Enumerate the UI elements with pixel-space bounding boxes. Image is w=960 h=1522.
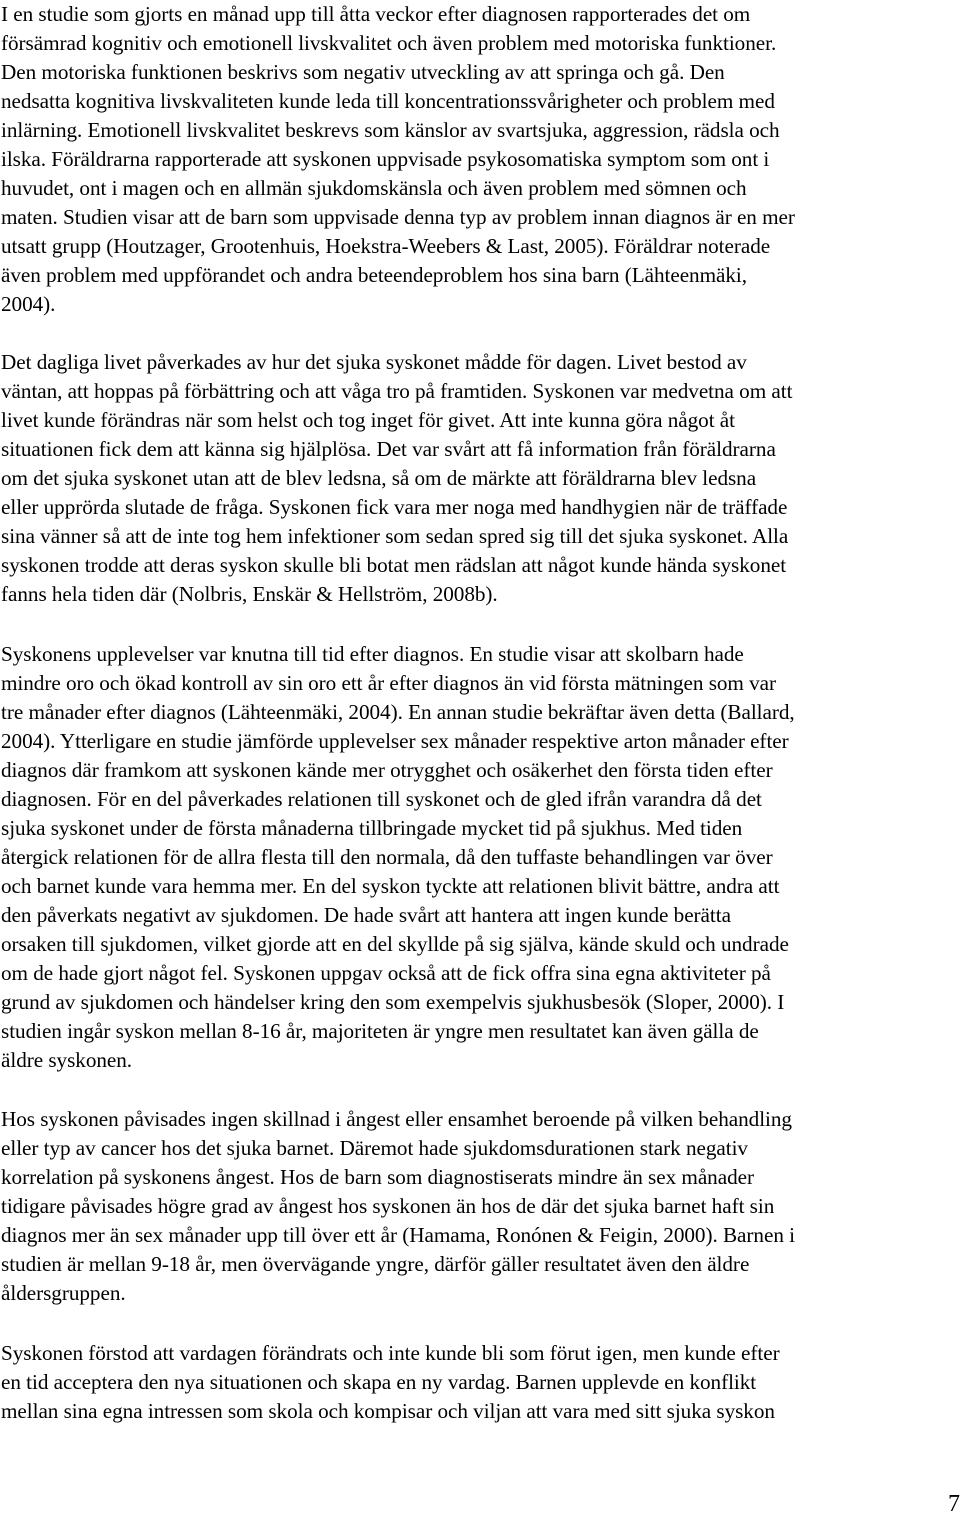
text-line: 2004). Ytterligare en studie jämförde upplevelser sex månader respektive arton månader efter bbox=[1, 729, 789, 753]
text-line: orsaken till sjukdomen, vilket gjorde att en del skyllde på sig själva, kände skuld och undrade bbox=[1, 932, 789, 956]
text-line: Syskonen förstod att vardagen förändrats och inte kunde bli som förut igen, men kunde efter bbox=[1, 1341, 780, 1365]
text-line: tidigare påvisades högre grad av ångest hos syskonen än hos de där det sjuka barnet haft sin bbox=[1, 1194, 775, 1218]
text-line: en tid acceptera den nya situationen och skapa en ny vardag. Barnen upplevde en konflikt bbox=[1, 1370, 757, 1394]
text-line: Hos syskonen påvisades ingen skillnad i ångest eller ensamhet beroende på vilken behandling bbox=[1, 1107, 792, 1131]
text-line: livet kunde förändras när som helst och tog inget för givet. Att inte kunna göra något åt bbox=[1, 408, 735, 432]
text-line: huvudet, ont i magen och en allmän sjukdomskänsla och även problem med sömnen och bbox=[1, 176, 747, 200]
paragraph-5 bbox=[1, 1339, 959, 1426]
text-line: åldersgruppen. bbox=[1, 1281, 126, 1305]
text-line: om det sjuka syskonet utan att de blev ledsna, så om de märkte att föräldrarna blev ledsna bbox=[1, 466, 757, 490]
text-line: mindre oro och ökad kontroll av sin oro ett år efter diagnos än vid första mätningen som var bbox=[1, 671, 777, 695]
text-line: syskonen trodde att deras syskon skulle bli botat men rädslan att något kunde hända syskonet bbox=[1, 553, 787, 577]
text-line: Den motoriska funktionen beskrivs som negativ utveckling av att springa och gå. Den bbox=[1, 60, 725, 84]
text-line: korrelation på syskonens ångest. Hos de barn som diagnostiserats mindre än sex månader bbox=[1, 1165, 754, 1189]
text-line: även problem med uppförandet och andra beteendeproblem hos sina barn (Lähteenmäki, bbox=[1, 263, 748, 287]
text-line: 2004). bbox=[1, 292, 56, 316]
text-line: Det dagliga livet påverkades av hur det sjuka syskonet mådde för dagen. Livet bestod av bbox=[1, 350, 747, 374]
text-line: diagnos där framkom att syskonen kände mer otrygghet och osäkerhet den första tiden efter bbox=[1, 758, 773, 782]
text-line: diagnos mer än sex månader upp till över ett år (Hamama, Ronónen & Feigin, 2000). Barnen i bbox=[1, 1223, 795, 1247]
text-line: den påverkats negativt av sjukdomen. De hade svårt att hantera att ingen kunde berätta bbox=[1, 903, 731, 927]
text-line: eller upprörda slutade de fråga. Syskonen fick vara mer noga med handhygien när de träffade bbox=[1, 495, 788, 519]
text-line: eller typ av cancer hos det sjuka barnet. Däremot hade sjukdomsdurationen stark negativ bbox=[1, 1136, 748, 1160]
text-line: tre månader efter diagnos (Lähteenmäki, 2004). En annan studie bekräftar även detta (Ballard, bbox=[1, 700, 795, 724]
text-line: om de hade gjort något fel. Syskonen uppgav också att de fick offra sina egna aktiviteter på bbox=[1, 961, 771, 985]
text-line: diagnosen. För en del påverkades relationen till syskonet och de gled ifrån varandra då det bbox=[1, 787, 762, 811]
paragraph-3 bbox=[1, 640, 959, 1075]
text-line: fanns hela tiden där (Nolbris, Enskär & Hellström, 2008b). bbox=[1, 582, 498, 606]
text-line: återgick relationen för de allra flesta till den normala, då den tuffaste behandlingen var över bbox=[1, 845, 773, 869]
text-line: inlärning. Emotionell livskvalitet beskrevs som känslor av svartsjuka, aggression, rädsla och bbox=[1, 118, 780, 142]
text-line: försämrad kognitiv och emotionell livskvalitet och även problem med motoriska funktioner. bbox=[1, 31, 777, 55]
text-line: väntan, att hoppas på förbättring och att våga tro på framtiden. Syskonen var medvetna om att bbox=[1, 379, 793, 403]
text-line: Syskonens upplevelser var knutna till tid efter diagnos. En studie visar att skolbarn hade bbox=[1, 642, 744, 666]
text-line: situationen fick dem att känna sig hjälplösa. Det var svårt att få information från föräldrarna bbox=[1, 437, 776, 461]
text-line: studien ingår syskon mellan 8-16 år, majoriteten är yngre men resultatet kan även gälla de bbox=[1, 1019, 759, 1043]
paragraph-4 bbox=[1, 1105, 959, 1308]
text-line: studien är mellan 9-18 år, men övervägande yngre, därför gäller resultatet även den äldre bbox=[1, 1252, 750, 1276]
text-line: ilska. Föräldrarna rapporterade att syskonen uppvisade psykosomatiska symptom som ont i bbox=[1, 147, 770, 171]
paragraph-2 bbox=[1, 348, 959, 609]
text-line: maten. Studien visar att de barn som uppvisade denna typ av problem innan diagnos är en mer bbox=[1, 205, 795, 229]
page-number: 7 bbox=[948, 1491, 960, 1517]
text-line: sina vänner så att de inte tog hem infektioner som sedan spred sig till det sjuka syskonet. Alla bbox=[1, 524, 789, 548]
text-line: äldre syskonen. bbox=[1, 1048, 133, 1072]
text-line: grund av sjukdomen och händelser kring den som exempelvis sjukhusbesök (Sloper, 2000). I bbox=[1, 990, 785, 1014]
text-line: och barnet kunde vara hemma mer. En del syskon tyckte att relationen blivit bättre, andra att bbox=[1, 874, 780, 898]
text-line: utsatt grupp (Houtzager, Grootenhuis, Hoekstra-Weebers & Last, 2005). Föräldrar noterade bbox=[1, 234, 771, 258]
text-line: mellan sina egna intressen som skola och kompisar och viljan att vara med sitt sjuka syskon bbox=[1, 1399, 775, 1423]
text-line: nedsatta kognitiva livskvaliteten kunde leda till koncentrationssvårigheter och problem med bbox=[1, 89, 775, 113]
text-line: I en studie som gjorts en månad upp till åtta veckor efter diagnosen rapporterades det om bbox=[1, 2, 751, 26]
paragraph-1 bbox=[1, 0, 959, 319]
text-line: sjuka syskonet under de första månaderna tillbringade mycket tid på sjukhus. Med tiden bbox=[1, 816, 743, 840]
